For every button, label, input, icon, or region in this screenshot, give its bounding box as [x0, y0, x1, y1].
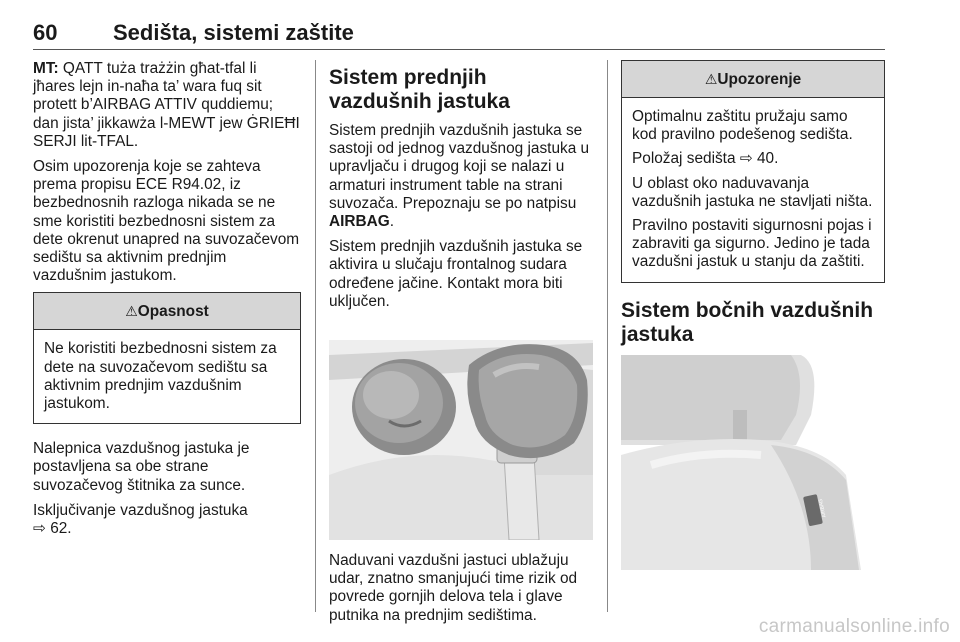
- caution-text-4: Pravilno postaviti sigurnosni pojas i zabraviti ga sigurno. Jedino je tada vazdušni jastuk u stanju da zaštiti.: [632, 217, 872, 271]
- danger-box: [33, 292, 301, 424]
- danger-text: Ne koristiti bezbednosni sistem za dete na suvozačevom sedištu sa aktivnim prednjim vazdušnim jastukom.: [44, 340, 277, 413]
- watermark: carmanualsonline.info: [758, 616, 950, 637]
- caution-box: [621, 60, 885, 283]
- column-divider: [315, 60, 316, 612]
- danger-box-header: [34, 293, 300, 330]
- page-ref-link[interactable]: 62.: [50, 520, 72, 538]
- airbag-label-text: AIRBAG: [329, 213, 390, 231]
- front-airbag-activation: Sistem prednjih vazdušnih jastuka se aktivira u slučaju frontalnog sudara određene jačine. Kontakt mora biti uključen.: [329, 238, 583, 310]
- page-header: [33, 20, 928, 52]
- page-number: 60: [33, 20, 58, 45]
- caution-text-1: Optimalnu zaštitu pružaju samo kod pravilno podešenog sedišta.: [632, 108, 853, 144]
- sticker-paragraph: Nalepnica vazdušnog jastuka je postavljena sa obe strane suvozačevog štitnika za sunce.: [33, 440, 250, 494]
- header-rule: [33, 49, 885, 50]
- column-left: [33, 60, 301, 545]
- mt-text: QATT tuża trażżin għat-tfal li jħares lejn in-naħa ta’ wara fuq sit protett b’AIRBAG ATTIV quddiemu; dan jista’ jikkawża l-MEWT jew ĠRIEĦI SERJI lit-TFAL.: [33, 60, 300, 150]
- running-title: Sedišta, sistemi zaštite: [113, 20, 354, 45]
- caution-text-3: U oblast oko naduvavanja vazdušnih jastuka ne stavljati ništa.: [632, 174, 873, 210]
- warning-triangle-icon: ⚠: [125, 303, 138, 320]
- danger-title: Opasnost: [137, 303, 209, 321]
- ece-paragraph: Osim upozorenja koje se zahteva prema propisu ECE R94.02, iz bezbednosnih razloga nikada se ne sme koristiti bezbednosni sistem za dete okrenut unapred na suvozačevom sedištu sa aktivnim prednjim vazdušnim jastukom.: [33, 158, 300, 285]
- seat-airbag-label: AIRBAG: [817, 497, 828, 518]
- front-airbag-heading: Sistem prednjih vazdušnih jastuka: [329, 66, 510, 113]
- page-ref-link[interactable]: 40.: [757, 150, 779, 168]
- caution-box-header: [622, 61, 884, 98]
- figure-caption: Naduvani vazdušni jastuci ublažuju udar, znatno smanjujući time rizik od povrede gornjih delova tela i glave putnika na prednjim sedištima.: [329, 552, 578, 624]
- front-airbags-svg: [329, 325, 593, 540]
- column-divider: [607, 60, 608, 612]
- mt-warning-paragraph: [33, 60, 301, 151]
- mt-label: MT:: [33, 60, 59, 77]
- seat-svg: [621, 355, 885, 570]
- deactivation-paragraph: [33, 502, 301, 538]
- page-ref-icon: ⇨: [739, 150, 753, 168]
- column-right: [621, 60, 885, 570]
- warning-triangle-icon: ⚠: [704, 71, 718, 87]
- column-middle: [329, 60, 593, 632]
- side-airbag-heading: Sistem bočnih vazdušnih jastuka: [621, 298, 874, 346]
- caution-text-2: Položaj sedišta ⇨ 40.: [632, 150, 779, 168]
- side-airbag-seat-illustration: [621, 355, 885, 570]
- front-airbags-illustration: [329, 325, 593, 540]
- deactivation-text: Isključivanje vazdušnog jastuka: [33, 501, 248, 519]
- caution-title: Upozorenje: [717, 71, 802, 88]
- page-ref-icon: ⇨: [33, 520, 46, 538]
- front-airbag-description: Sistem prednjih vazdušnih jastuka se sastoji od jednog vazdušnog jastuka u upravljaču i drugog koji se nalazi u armaturi instrument table na strani suvozača. Prepoznaju se po natpisu AIRBAG.: [329, 122, 590, 231]
